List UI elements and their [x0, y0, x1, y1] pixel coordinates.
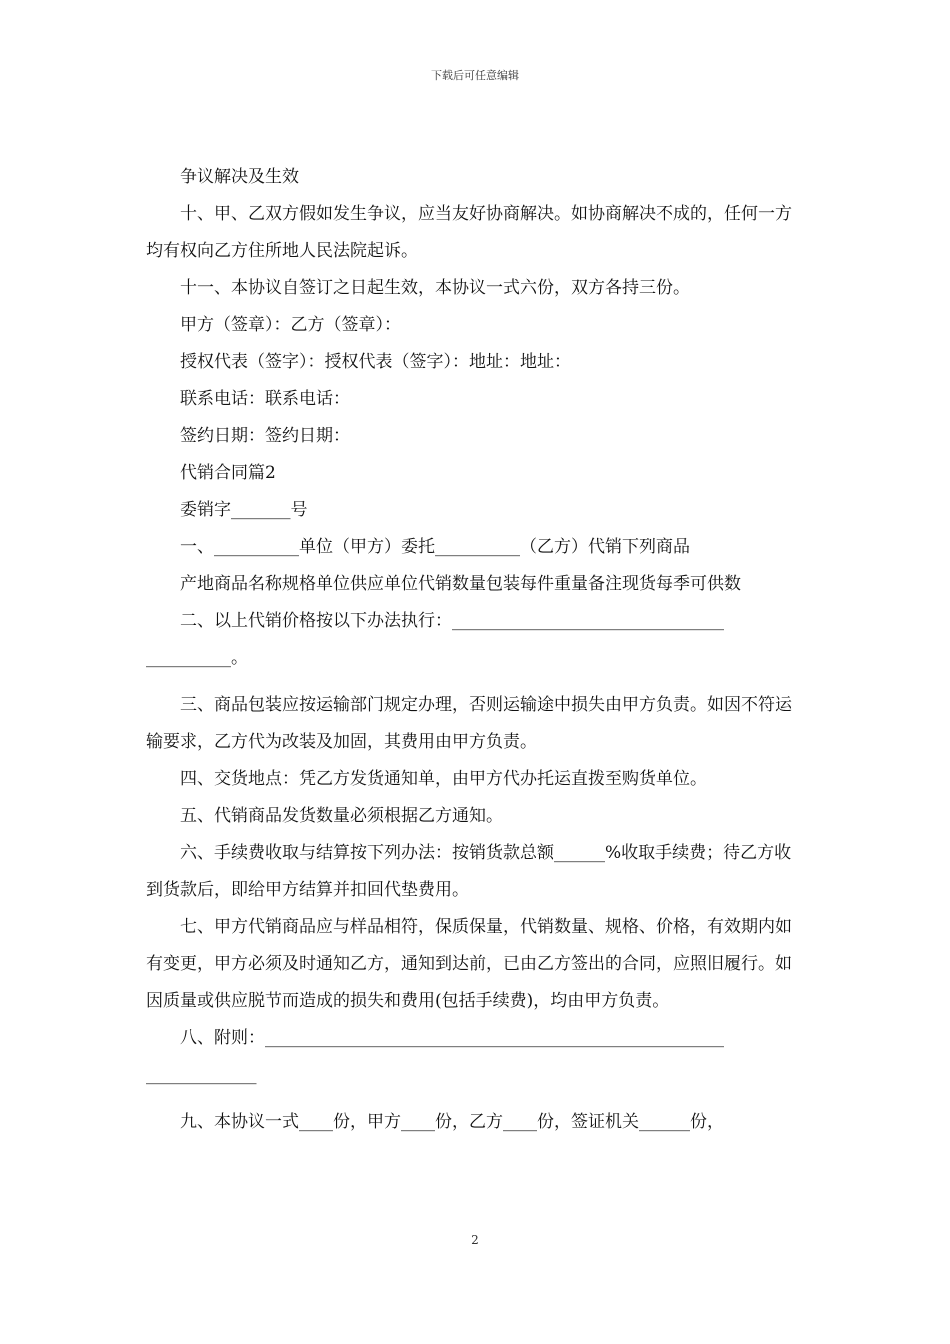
clause-1: 一、__________单位（甲方）委托__________（乙方）代销下列商品: [180, 537, 690, 557]
contract-title: 代销合同篇2: [180, 463, 276, 483]
page-header: 下载后可任意编辑: [431, 69, 519, 82]
signature-date: 签约日期：签约日期：: [180, 426, 350, 446]
section-title: 争议解决及生效: [180, 167, 299, 187]
clause-6: 六、手续费收取与结算按下列办法：按销货款总额______%收取手续费；待乙方收到货款后，即给甲方结算并扣回代垫费用。: [146, 843, 792, 900]
contract-number: 委销字_______号: [180, 500, 308, 520]
clause-4: 四、交货地点：凭乙方发货通知单，由甲方代办托运直拨至购货单位。: [180, 769, 707, 789]
signature-representatives: 授权代表（签字）：授权代表（签字）：地址：地址：: [180, 352, 571, 372]
clause-9: 九、本协议一式____份，甲方____份，乙方____份，签证机关______份，: [180, 1112, 724, 1132]
goods-columns: 产地商品名称规格单位供应单位代销数量包装每件重量备注现货每季可供数: [180, 574, 741, 594]
clause-8-line-2: _____________: [146, 1065, 257, 1085]
clause-3: 三、商品包装应按运输部门规定办理，否则运输途中损失由甲方负责。如因不符运输要求，乙方代为改装及加固，其费用由甲方负责。: [146, 695, 792, 752]
clause-5: 五、代销商品发货数量必须根据乙方通知。: [180, 806, 503, 826]
clause-8-line-1: 八、附则：______________________________________________________: [180, 1028, 724, 1048]
clause-10: 十、甲、乙双方假如发生争议，应当友好协商解决。如协商解决不成的，任何一方均有权向乙方住所地人民法院起诉。: [146, 204, 792, 261]
page-number: 2: [471, 1233, 479, 1247]
clause-7: 七、甲方代销商品应与样品相符，保质保量，代销数量、规格、价格，有效期内如有变更，甲方必须及时通知乙方，通知到达前，已由乙方签出的合同，应照旧履行。如因质量或供应脱节而造成的损失和费用(包括手续费)，均由甲方负责。: [146, 917, 792, 1011]
clause-2-line-2: __________。: [146, 648, 248, 668]
signature-phone: 联系电话：联系电话：: [180, 389, 350, 409]
clause-2-line-1: 二、以上代销价格按以下办法执行：________________________________: [180, 611, 724, 631]
document-body: [146, 159, 808, 1141]
signature-parties: 甲方（签章）：乙方（签章）：: [180, 315, 401, 335]
clause-11: 十一、本协议自签订之日起生效，本协议一式六份，双方各持三份。: [180, 278, 690, 298]
